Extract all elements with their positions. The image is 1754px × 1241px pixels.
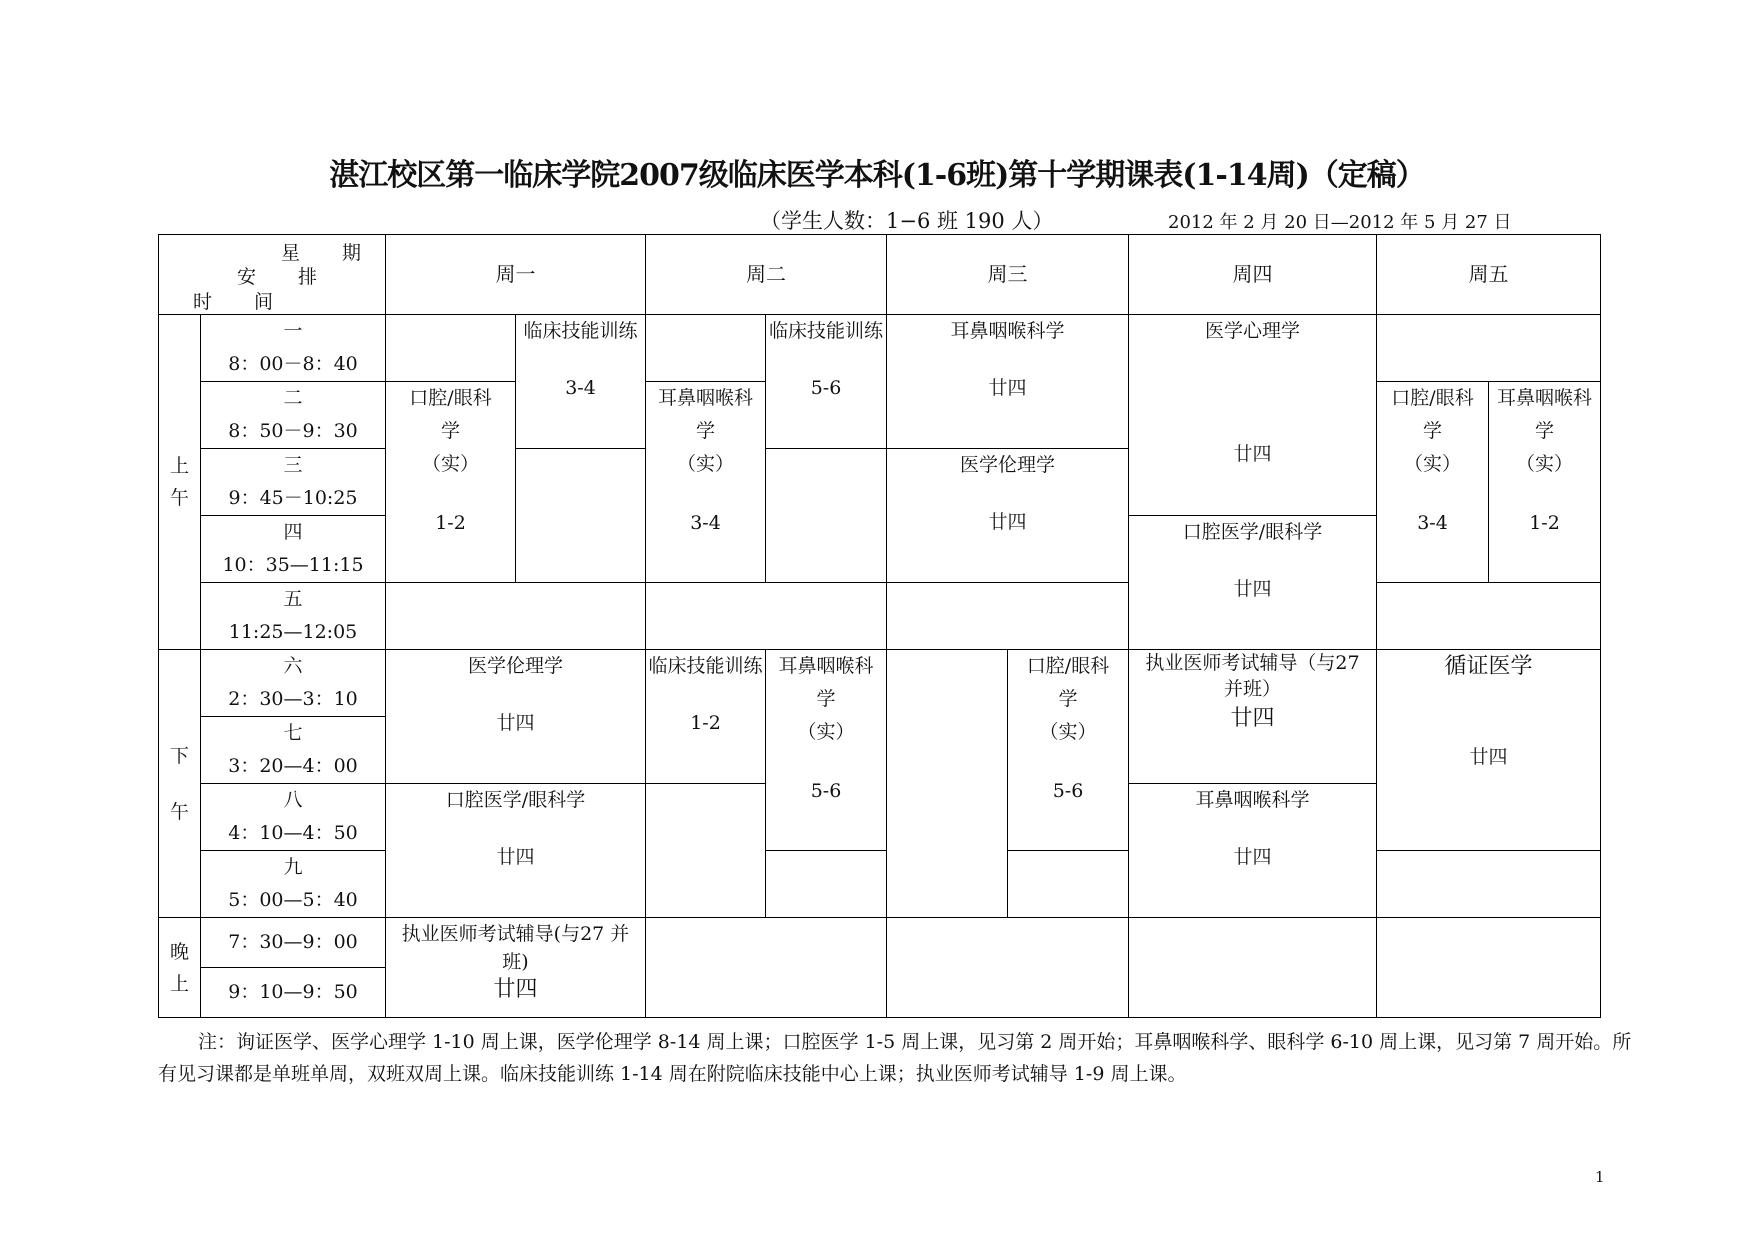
tue-p1-empty [646, 315, 766, 382]
evening-time-1: 7：30—9：00 [201, 918, 386, 968]
ev-mon-exam-course: 执业医师考试辅导(与27 并班) 廿四 [386, 918, 646, 1018]
page-number: 1 [1595, 1168, 1605, 1186]
thu-psychology-course: 医学心理学 廿四 [1129, 315, 1377, 516]
period-cell: 二 8：50－9：30 [201, 382, 386, 449]
pm-tue-ent-lab-course: 耳鼻咽喉科学 （实） 5-6 [766, 650, 887, 851]
day-header-fri: 周五 [1377, 235, 1601, 315]
segment-morning: 上 午 [159, 315, 201, 650]
date-range: 2012 年 2 月 20 日—2012 年 5 月 27 日 [1168, 212, 1512, 233]
header-arrange: 安 排 [237, 266, 336, 288]
pm-wed-oral-lab-course: 口腔/眼科学 （实） 5-6 [1008, 650, 1129, 851]
pm-tue-skill-course: 临床技能训练 1-2 [646, 650, 766, 784]
period-cell: 四 10：35—11:15 [201, 516, 386, 583]
fri-p5-empty [1377, 583, 1601, 650]
mon-oral-lab-course: 口腔/眼科学 （实） 1-2 [386, 382, 516, 583]
ev-wed-empty [887, 918, 1129, 1018]
tue-ent-lab-course: 耳鼻咽喉科学 （实） 3-4 [646, 382, 766, 583]
day-header-mon: 周一 [386, 235, 646, 315]
pm-fri-ebm-course: 循证医学 廿四 [1377, 650, 1601, 851]
pm-wed-p9-empty [1008, 851, 1129, 918]
wed-p5-empty [887, 583, 1129, 650]
pm-wed-empty [887, 650, 1008, 918]
period-cell: 九 5：00—5：40 [201, 851, 386, 918]
fri-ent-lab-course: 耳鼻咽喉科学 （实） 1-2 [1489, 382, 1601, 583]
mon-p3-empty [516, 449, 646, 583]
thu-oral-course: 口腔医学/眼科学 廿四 [1129, 516, 1377, 650]
tue-skill-course: 临床技能训练 5-6 [766, 315, 887, 449]
period-cell: 三 9：45－10:25 [201, 449, 386, 516]
period-cell: 八 4：10—4：50 [201, 784, 386, 851]
mon-p1-empty [386, 315, 516, 382]
period-cell: 六 2：30—3：10 [201, 650, 386, 717]
pm-mon-ethics-course: 医学伦理学 廿四 [386, 650, 646, 784]
period-cell: 五 11:25—12:05 [201, 583, 386, 650]
mon-skill-course: 临床技能训练 3-4 [516, 315, 646, 449]
day-header-thu: 周四 [1129, 235, 1377, 315]
schedule-table [158, 234, 1601, 1018]
segment-evening: 晚 上 [159, 918, 201, 1018]
pm-thu-exam-course: 执业医师考试辅导（与27 并班） 廿四 [1129, 650, 1377, 784]
tue-p5-empty [646, 583, 887, 650]
ev-fri-empty [1377, 918, 1601, 1018]
fri-oral-lab-course: 口腔/眼科学 （实） 3-4 [1377, 382, 1489, 583]
ev-tue-empty [646, 918, 887, 1018]
evening-time-2: 9：10—9：50 [201, 968, 386, 1018]
diagonal-header-cell [159, 235, 386, 315]
page-title: 湛江校区第一临床学院2007级临床医学本科(1-6班)第十学期课表(1-14周)（定稿） [329, 158, 1425, 193]
wed-ent-course: 耳鼻咽喉科学 廿四 [887, 315, 1129, 449]
segment-afternoon: 下 午 [159, 650, 201, 918]
pm-fri-p9-empty [1377, 851, 1601, 918]
tue-p3-empty [766, 449, 887, 583]
fri-p1-empty [1377, 315, 1601, 382]
header-weekday: 星 期 [281, 242, 380, 264]
footnote: 注：询证医学、医学心理学 1-10 周上课，医学伦理学 8-14 周上课；口腔医学 1-5 周上课，见习第 2 周开始；耳鼻咽喉科学、眼科学 6-10 周上课，见习第 7 周开始。所有见习课都是单班单周，双班双周上课。临床技能训练 1-14 周在附院临床技能中心上课；执业医师考试辅导 1-9 周上课。 [158, 1031, 1632, 1085]
ev-thu-empty [1129, 918, 1377, 1018]
pm-thu-ent-course: 耳鼻咽喉科学 廿四 [1129, 784, 1377, 918]
day-header-wed: 周三 [887, 235, 1129, 315]
mon-p5-empty [386, 583, 646, 650]
pm-mon-oral-course: 口腔医学/眼科学 廿四 [386, 784, 646, 918]
period-cell: 七 3：20—4：00 [201, 717, 386, 784]
student-count: （学生人数：1−6 班 190 人） [760, 209, 1054, 233]
pm-tue-p8-empty [646, 784, 766, 918]
pm-tue-p9-empty [766, 851, 887, 918]
period-cell: 一 8：00－8：40 [201, 315, 386, 382]
header-time: 时 间 [193, 291, 292, 313]
day-header-tue: 周二 [646, 235, 887, 315]
wed-ethics-course: 医学伦理学 廿四 [887, 449, 1129, 583]
